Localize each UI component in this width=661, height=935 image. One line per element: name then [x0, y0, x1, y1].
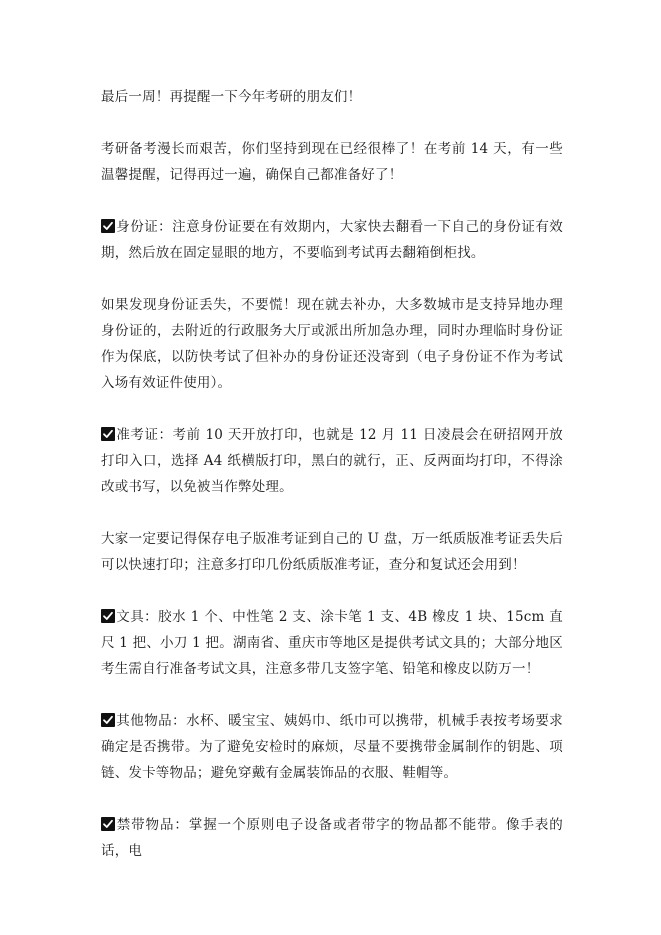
check-mark-icon [101, 713, 115, 727]
paragraph-text: 最后一周！再提醒一下今年考研的朋友们！ [101, 89, 362, 105]
paragraph-ticket-backup [101, 526, 563, 578]
paragraph-text: 身份证：注意身份证要在有效期内，大家快去翻看一下自己的身份证有效期，然后放在固定显眼的地方，不要临到考试再去翻箱倒柜找。 [101, 219, 563, 261]
check-mark-icon [101, 817, 115, 831]
paragraph-text: 禁带物品：掌握一个原则电子设备或者带字的物品都不能带。像手表的话，电 [101, 817, 563, 859]
paragraph-text: 其他物品：水杯、暖宝宝、姨妈巾、纸巾可以携带，机械手表按考场要求确定是否携带。为了避免安检时的麻烦，尽量不要携带金属制作的钥匙、项链、发卡等物品；避免穿戴有金属装饰品的衣服、鞋帽等。 [101, 713, 563, 781]
paragraph-intro-heading [101, 84, 563, 110]
check-mark-icon [101, 219, 115, 233]
paragraph-lost-id [101, 292, 563, 396]
paragraph-id-card [101, 214, 563, 266]
paragraph-text: 文具：胶水 1 个、中性笔 2 支、涂卡笔 1 支、4B 橡皮 1 块、15cm 直尺 1 把、小刀 1 把。湖南省、重庆市等地区是提供考试文具的；大部分地区考生需自行准备考试文具，注意多带几支签字笔、铅笔和橡皮以防万一！ [101, 609, 563, 677]
paragraph-prohibited-items [101, 812, 563, 864]
paragraph-text: 考研备考漫长而艰苦，你们坚持到现在已经很棒了！在考前 14 天，有一些温馨提醒，记得再过一遍，确保自己都准备好了！ [101, 141, 563, 183]
paragraph-stationery [101, 604, 563, 682]
paragraph-admission-ticket [101, 422, 563, 500]
check-mark-icon [101, 609, 115, 623]
check-mark-icon [101, 427, 115, 441]
paragraph-text: 大家一定要记得保存电子版准考证到自己的 U 盘，万一纸质版准考证丢失后可以快速打印；注意多打印几份纸质版准考证，查分和复试还会用到！ [101, 531, 563, 573]
document-page [101, 84, 563, 864]
paragraph-encouragement [101, 136, 563, 188]
paragraph-text: 准考证：考前 10 天开放打印，也就是 12 月 11 日凌晨会在研招网开放打印入口，选择 A4 纸横版打印，黑白的就行，正、反两面均打印，不得涂改或书写，以免被当作弊处理。 [101, 427, 563, 495]
paragraph-other-items [101, 708, 563, 786]
paragraph-text: 如果发现身份证丢失，不要慌！现在就去补办，大多数城市是支持异地办理身份证的，去附近的行政服务大厅或派出所加急办理，同时办理临时身份证作为保底，以防快考试了但补办的身份证还没寄到（电子身份证不作为考试入场有效证件使用）。 [101, 297, 563, 391]
